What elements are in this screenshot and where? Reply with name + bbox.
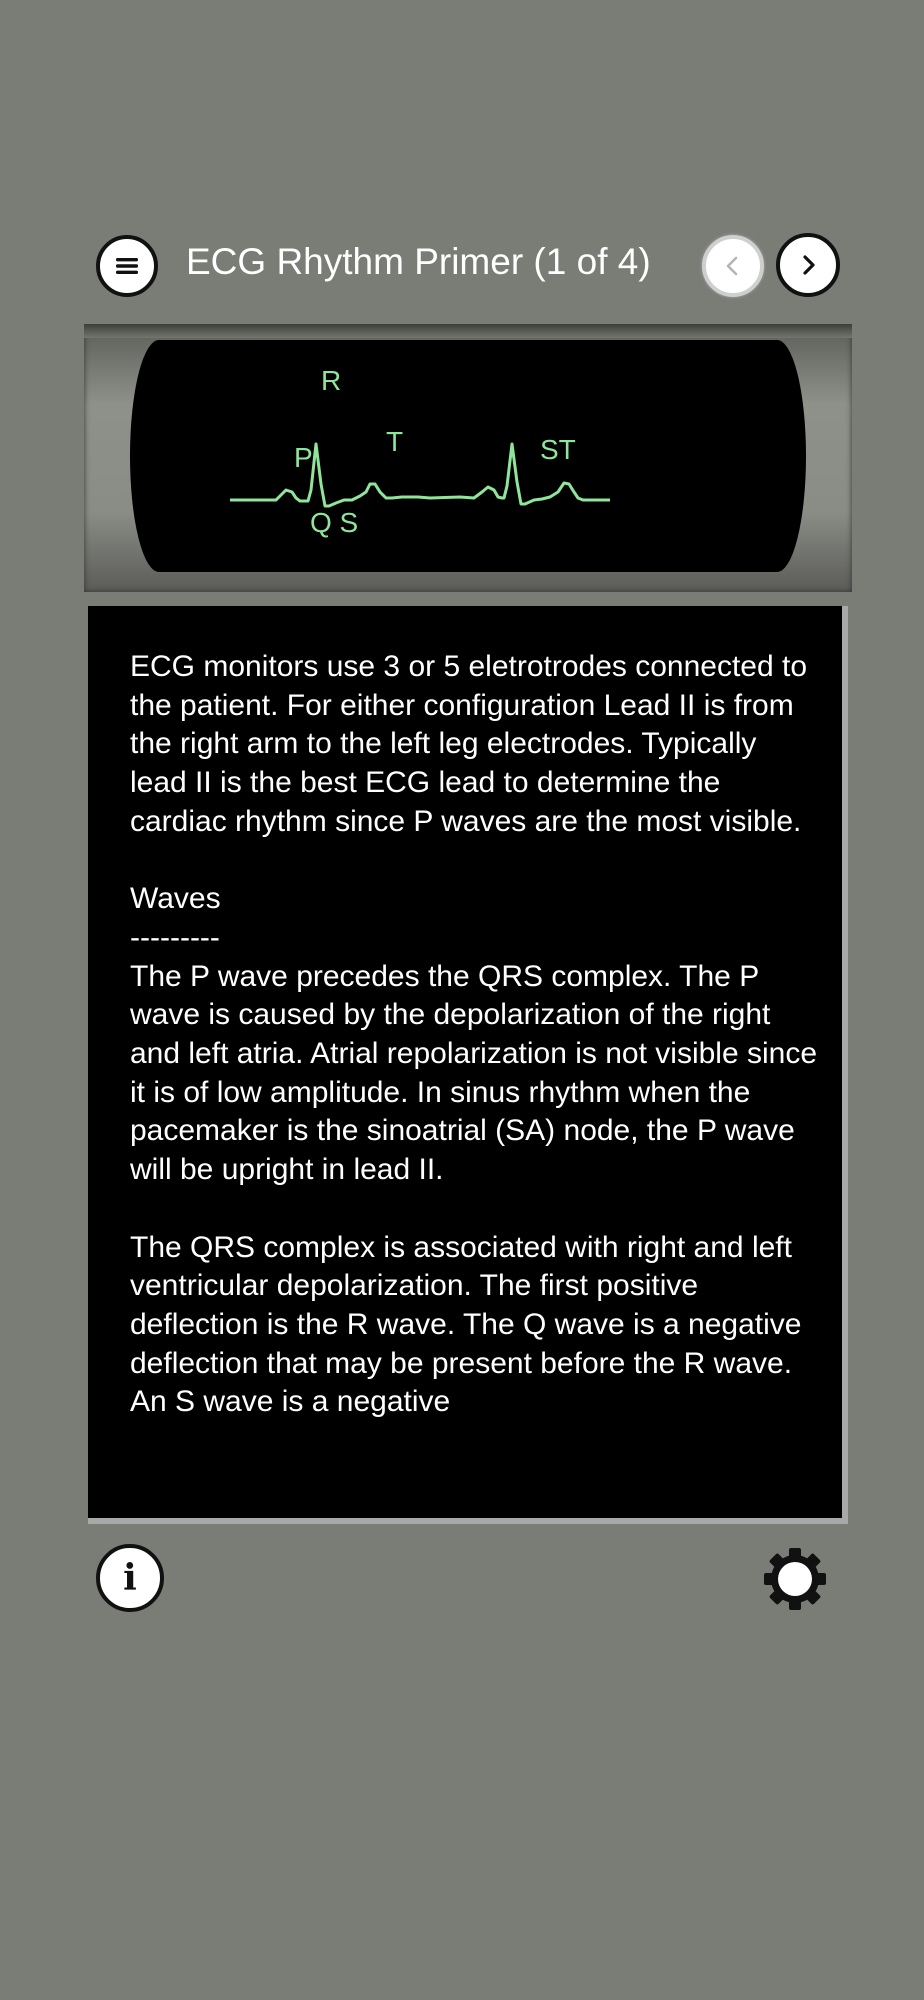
ecg-trace <box>130 340 806 572</box>
previous-page-button[interactable] <box>702 235 764 297</box>
ecg-label-st: ST <box>540 434 576 465</box>
hamburger-menu-icon <box>112 251 142 281</box>
page-title: ECG Rhythm Primer (1 of 4) <box>186 241 651 282</box>
monitor-bezel <box>84 324 852 338</box>
ecg-label-r: R <box>321 365 342 396</box>
gear-icon[interactable] <box>760 1544 830 1614</box>
info-button[interactable] <box>96 1544 164 1612</box>
info-icon: i <box>123 1557 137 1599</box>
ecg-monitor <box>84 324 852 592</box>
ecg-label-t: T <box>386 426 404 457</box>
next-page-button[interactable] <box>776 233 840 297</box>
chevron-right-icon <box>795 252 821 278</box>
chevron-left-icon <box>720 253 746 279</box>
header-bar <box>96 230 844 298</box>
ecg-label-qs: Q S <box>310 507 359 538</box>
content-panel[interactable] <box>88 606 848 1524</box>
ecg-label-p: P <box>294 442 313 473</box>
menu-button[interactable] <box>96 235 158 297</box>
ecg-screen <box>130 340 806 572</box>
content-text: ECG monitors use 3 or 5 eletrotrodes connected to the patient. For either configuration Lead II is from the right arm to the left leg electrodes. Typically lead II is the best ECG lead to determine the cardiac rhythm since P waves are the most visible. Waves --------- The P wave precedes the QRS complex. The P wave is caused by the depolarization of the right and left atria. Atrial repolarization is not visible since it is of low amplitude. In sinus rhythm when the pacemaker is the sinoatrial (SA) node, the P wave will be upright in lead II. The QRS complex is associated with right and left ventricular depolarization. The first positive deflection is the R wave. The Q wave is a negative deflection that may be present before the R wave. An S wave is a negative <box>130 650 818 1419</box>
